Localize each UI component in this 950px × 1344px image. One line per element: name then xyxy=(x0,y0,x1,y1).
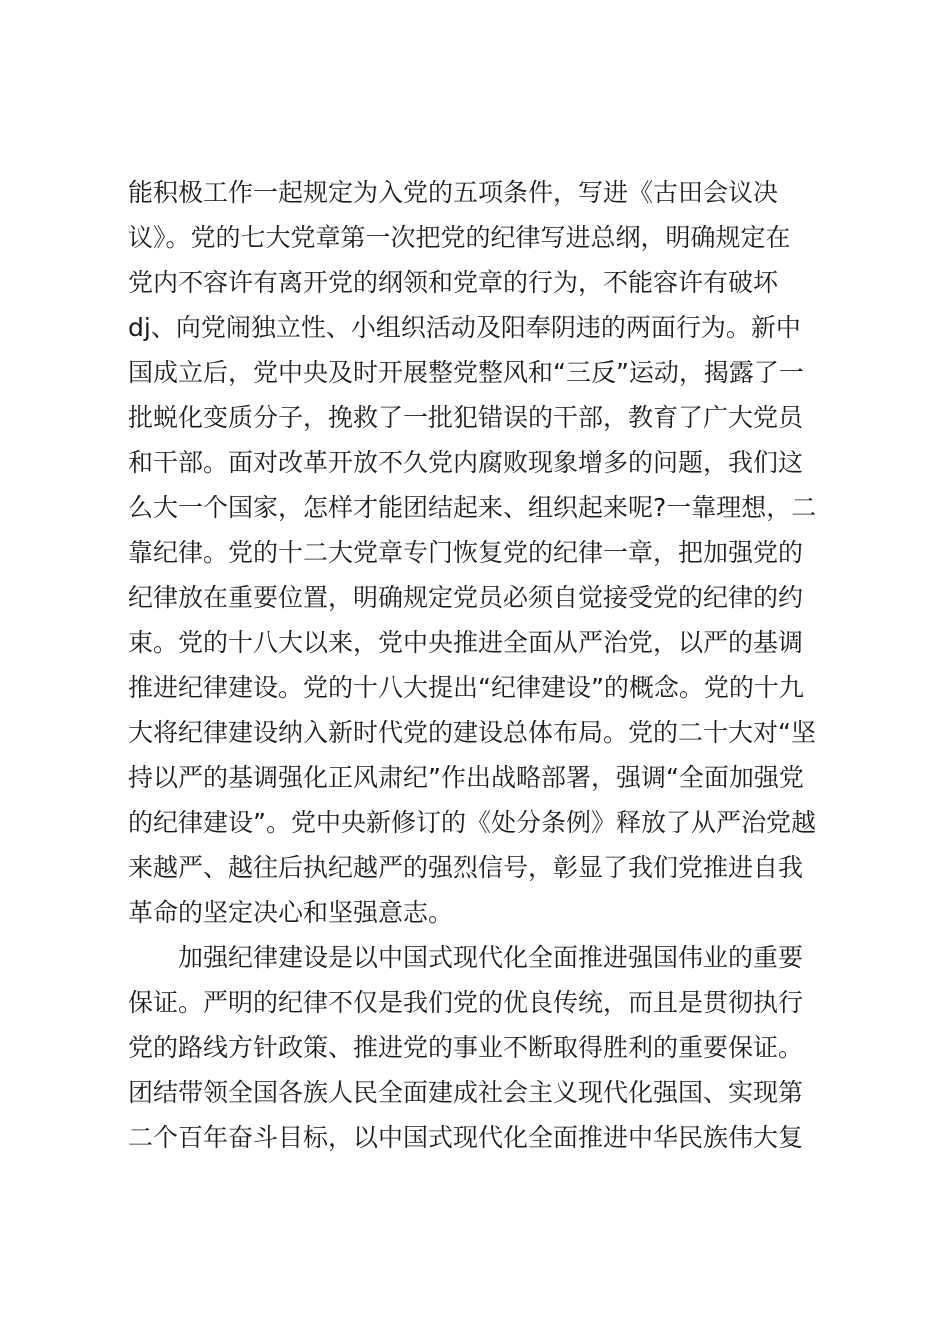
paragraph xyxy=(128,935,848,1160)
paragraph xyxy=(128,170,848,935)
text-line: 的纪律建设”。党中央新修订的《处分条例》释放了从严治党越 xyxy=(128,808,816,837)
text-line: 能积极工作一起规定为入党的五项条件，写进《古田会议决 xyxy=(128,178,779,207)
text-line: 保证。严明的纪律不仅是我们党的优良传统，而且是贯彻执行 xyxy=(128,988,804,1017)
text-line: 和干部。面对改革开放不久党内腐败现象增多的问题，我们这 xyxy=(128,448,804,477)
text-line: 团结带领全国各族人民全面建成社会主义现代化强国、实现第 xyxy=(128,1078,804,1107)
text-line: 革命的坚定决心和坚强意志。 xyxy=(128,898,454,927)
text-line: 议》。党的七大党章第一次把党的纪律写进总纲，明确规定在 xyxy=(128,223,791,252)
text-line: dj、向党闹独立性、小组织活动及阳奉阴违的两面行为。新中 xyxy=(128,313,801,342)
text-line: 推进纪律建设。党的十八大提出“纪律建设”的概念。党的十九 xyxy=(128,673,804,702)
text-line: 么大一个国家，怎样才能团结起来、组织起来呢?一靠理想，二 xyxy=(128,493,817,522)
text-line: 纪律放在重要位置，明确规定党员必须自觉接受党的纪律的约 xyxy=(128,583,804,612)
body-text xyxy=(128,170,848,1160)
text-line: 批蜕化变质分子，挽救了一批犯错误的干部，教育了广大党员 xyxy=(128,403,804,432)
text-line: 束。党的十八大以来，党中央推进全面从严治党，以严的基调 xyxy=(128,628,804,657)
text-line: 国成立后，党中央及时开展整党整风和“三反”运动，揭露了一 xyxy=(128,358,804,387)
text-line: 党内不容许有离开党的纲领和党章的行为，不能容许有破坏 xyxy=(128,268,779,297)
text-line: 来越严、越往后执纪越严的强烈信号，彰显了我们党推进自我 xyxy=(128,853,804,882)
text-line: 持以严的基调强化正风肃纪”作出战略部署，强调“全面加强党 xyxy=(128,763,804,792)
text-line: 党的路线方针政策、推进党的事业不断取得胜利的重要保证。 xyxy=(128,1033,804,1062)
text-line: 靠纪律。党的十二大党章专门恢复党的纪律一章，把加强党的 xyxy=(128,538,804,567)
text-line: 二个百年奋斗目标，以中国式现代化全面推进中华民族伟大复 xyxy=(128,1123,804,1152)
text-line: 加强纪律建设是以中国式现代化全面推进强国伟业的重要 xyxy=(178,943,804,972)
text-line: 大将纪律建设纳入新时代党的建设总体布局。党的二十大对“坚 xyxy=(128,718,816,747)
